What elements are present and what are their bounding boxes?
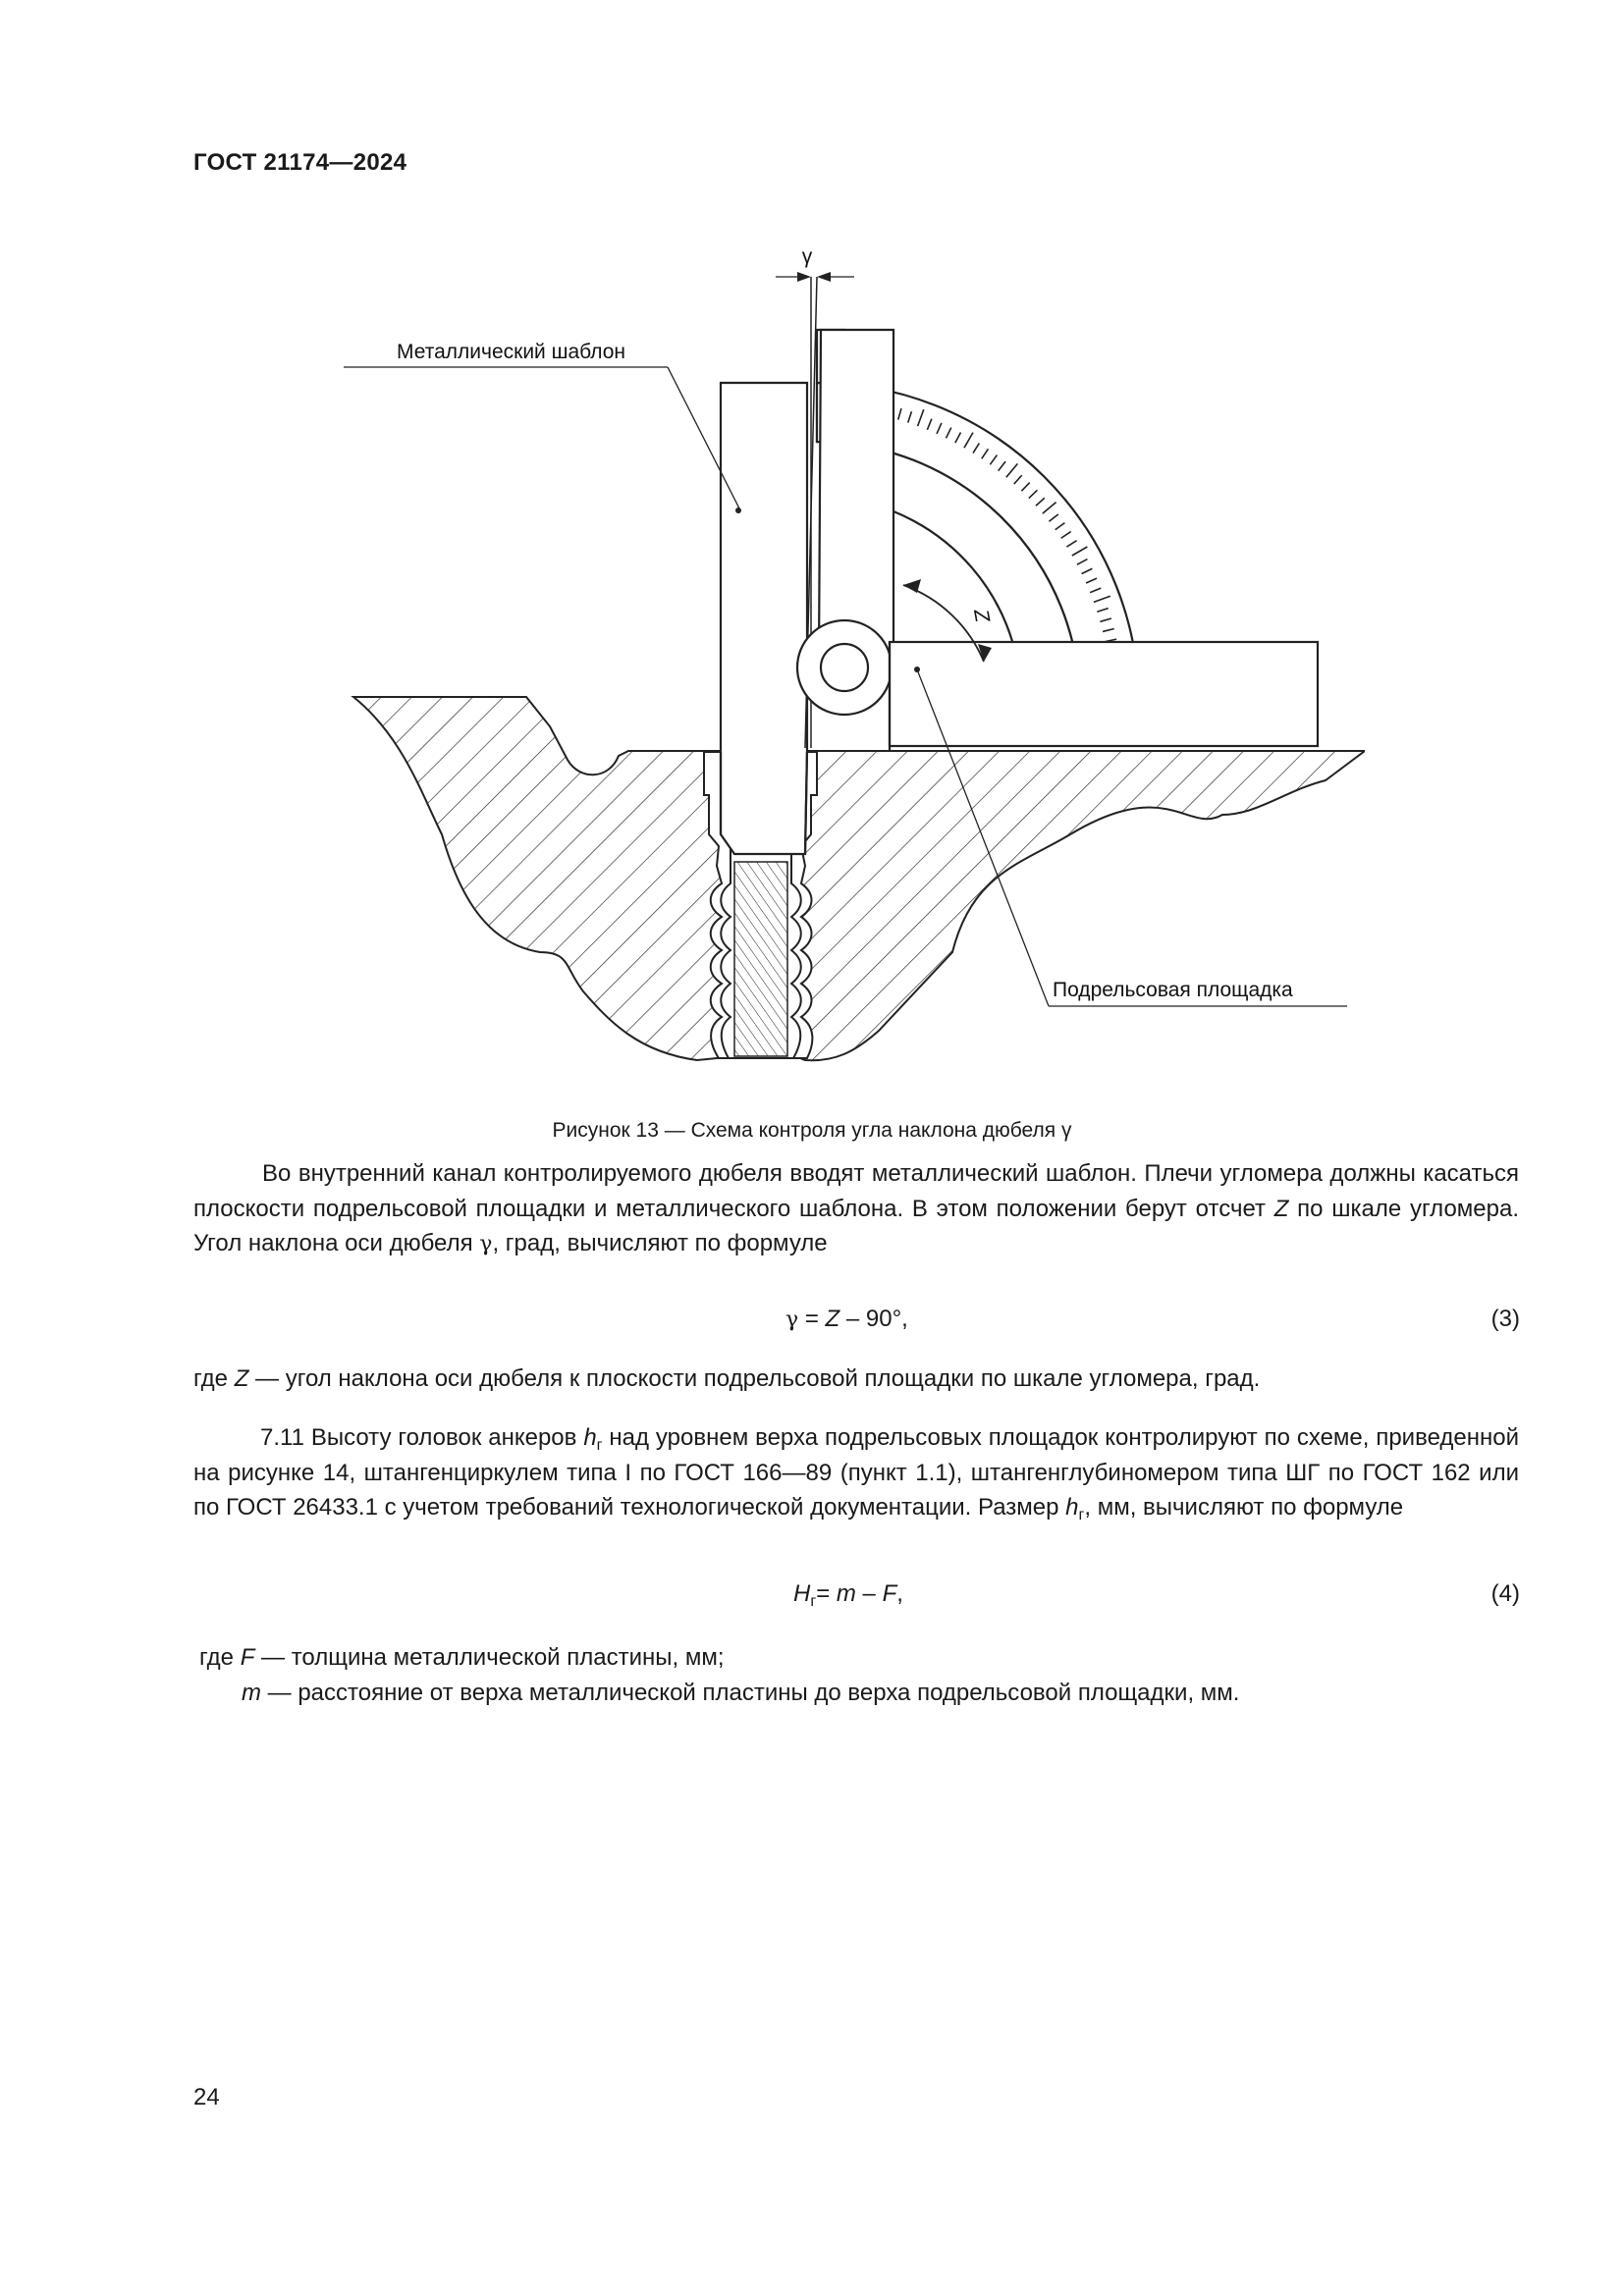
template-label: Металлический шаблон (397, 341, 625, 363)
document-header: ГОСТ 21174—2024 (193, 149, 407, 176)
equation-number-4: (4) (1490, 1580, 1520, 1607)
pad-arm (890, 642, 1318, 752)
pad-label: Подрельсовая площадка (1053, 979, 1293, 1001)
where-z-definition: где Z — угол наклона оси дюбеля к плоскости подрельсовой площадки по шкале угломера, град. (193, 1365, 1261, 1392)
paragraph-7-11: 7.11 Высоту головок анкеров $h_г$ над уровнем верха подрельсовых площадок контролируют по схеме, приведенной на рисунке 14, штангенциркулем типа I по ГОСТ 166—89 (пункт 1.1), штангенглубиномером типа ШГ по ГОСТ 162 или по ГОСТ 26433.1 с учетом требований технологической документации. Размер $h_г$, мм, вычисляют по формуле (193, 1424, 1519, 1523)
gamma-label: γ (801, 245, 813, 268)
where-f-definition: где F — толщина металлической пластины, мм; (199, 1644, 725, 1671)
figure-caption: Рисунок 13 — Схема контроля угла наклона дюбеля γ (552, 1119, 1072, 1142)
z-label: Z (969, 607, 994, 624)
figure-13-diagram (344, 245, 1365, 1080)
equation-number-3: (3) (1490, 1306, 1520, 1332)
page-number: 24 (193, 2084, 220, 2110)
where-m-definition: m — расстояние от верха металлической пластины до верха подрельсовой площадки, мм. (242, 1680, 1240, 1706)
metal-template (721, 383, 807, 854)
paragraph-template-insertion: Во внутренний канал контролируемого дюбеля вводят металлический шаблон. Плечи угломера должны касаться плоскости подрельсовой площадки и металлического шаблона. В этом положении берут отсчет Z по шкале угломера. Угол наклона оси дюбеля γ, град, вычисляют по формуле (193, 1160, 1519, 1256)
formula-4: $H_г= m - F$, (793, 1580, 903, 1610)
formula-3: γ = Z – 90°, (785, 1306, 908, 1332)
